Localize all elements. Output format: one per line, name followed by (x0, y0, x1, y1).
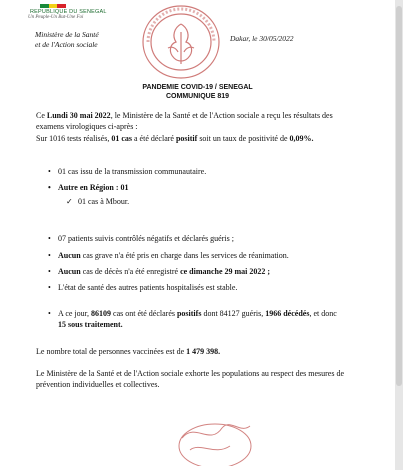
ministry-line-2: et de l'Action sociale (35, 40, 98, 49)
bullet-stable: • L'état de santé des autres patients hospitalisés est stable. (58, 282, 237, 293)
document-date: Dakar, le 30/05/2022 (230, 34, 294, 43)
national-motto: Un Peuple-Un But-Une Foi (28, 15, 84, 20)
bullet-regions: • Autre en Région : 01 (58, 182, 129, 193)
ministry-name (35, 30, 99, 50)
check-icon: ✓ (66, 197, 73, 206)
bullet-reanimation: • Aucun cas grave n'a été pris en charge dans les services de réanimation. (58, 250, 348, 261)
ministry-line-1: Ministère de la Santé (35, 30, 99, 39)
bullet-negatives: • 07 patients suivis contrôlés négatifs et déclarés guéris ; (58, 233, 234, 244)
republic-label: REPUBLIQUE DU SENEGAL (30, 9, 107, 15)
senegal-flag (40, 4, 66, 8)
document-title: PANDEMIE COVID-19 / SENEGAL (142, 84, 253, 91)
tests-paragraph: Sur 1016 tests réalisés, 01 cas a été déclaré positif soit un taux de positivité de 0,09%. (36, 134, 314, 143)
vertical-scrollbar[interactable] (395, 0, 403, 470)
scrollbar-thumb[interactable] (396, 6, 402, 386)
communique-number: COMMUNIQUE 819 (165, 93, 229, 100)
totals-paragraph: • A ce jour, 86109 cas ont été déclarés positifs dont 84127 guéris, 1966 décédés, et donc 15 sous traitement. (58, 308, 343, 330)
region-mbour: 01 cas à Mbour. (78, 197, 130, 206)
bullet-deaths: • Aucun cas de décès n'a été enregistré ce dimanche 29 mai 2022 ; (58, 266, 348, 277)
closing-paragraph: Le Ministère de la Santé et de l'Action sociale exhorte les populations au respect des mesures de prévention individuelles et collectives. (36, 369, 345, 389)
vaccination-paragraph: Le nombre total de personnes vaccinées est de 1 479 398. (36, 347, 221, 356)
signature-stamp (170, 416, 260, 466)
bullet-community: • 01 cas issu de la transmission communautaire. (58, 166, 206, 177)
intro-paragraph: Ce Lundi 30 mai 2022, le Ministère de la Santé et de l'Action sociale a reçu les résultats des examens virologiques ci-après : (36, 111, 333, 131)
ministry-seal-stamp (138, 2, 224, 82)
